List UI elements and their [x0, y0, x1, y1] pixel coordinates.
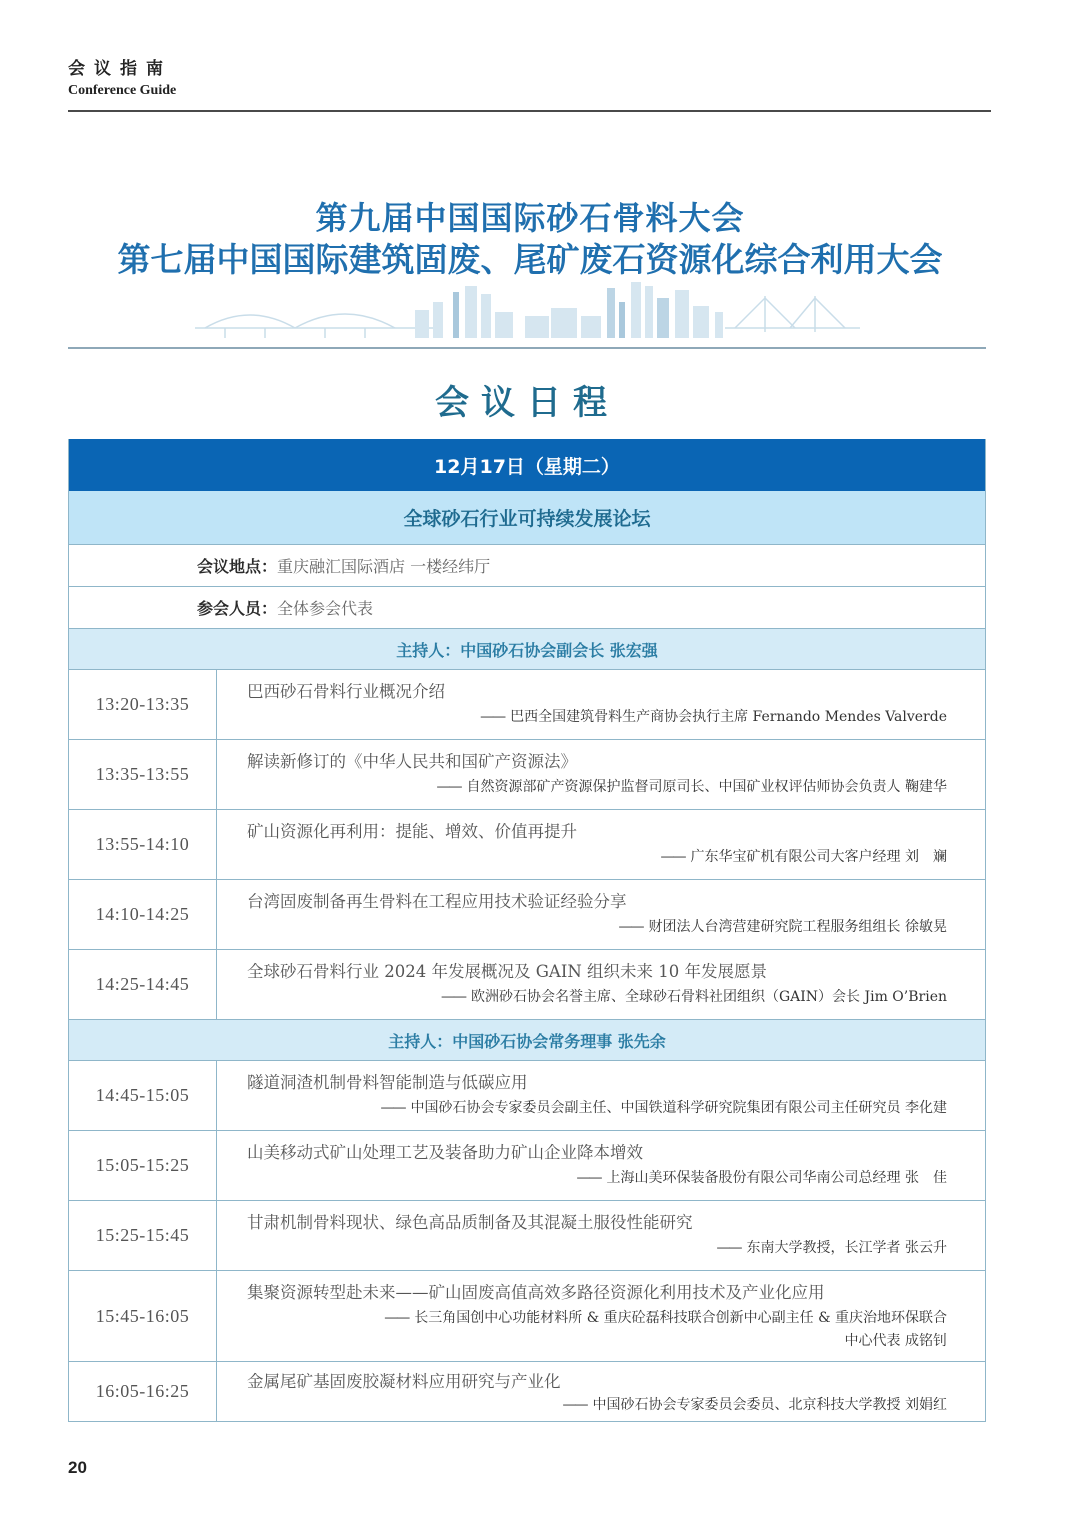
talk-cell	[217, 670, 985, 739]
time-cell: 13:55-14:10	[69, 810, 217, 879]
time-cell: 14:25-14:45	[69, 950, 217, 1019]
table-row	[69, 740, 985, 810]
speaker-text: 自然资源部矿产资源保护监督司原司长、中国矿业权评估师协会负责人 鞠建华	[466, 779, 947, 795]
table-row	[69, 880, 985, 950]
speaker-text: 长三角国创中心功能材料所 & 重庆砼磊科技联合创新中心副主任 & 重庆治地环保联合	[414, 1310, 947, 1326]
schedule-heading: 会议日程	[435, 383, 619, 423]
talk-speaker	[247, 916, 947, 939]
table-row	[69, 1061, 985, 1131]
talk-cell	[217, 1362, 985, 1421]
speaker-dash: ——	[576, 1170, 601, 1186]
schedule-table	[68, 439, 986, 1422]
talk-cell	[217, 1061, 985, 1130]
talk-title: 台湾固废制备再生骨料在工程应用技术验证经验分享	[247, 892, 627, 911]
time-cell: 15:45-16:05	[69, 1271, 217, 1361]
time-cell: 15:25-15:45	[69, 1201, 217, 1270]
title-line-1: 第九届中国国际砂石骨料大会	[315, 199, 745, 237]
talk-title: 金属尾矿基固废胶凝材料应用研究与产业化	[247, 1372, 561, 1391]
section-title-en: Conference Guide	[68, 83, 177, 98]
venue-label: 会议地点：	[197, 557, 278, 576]
speaker-dash: ——	[436, 779, 461, 795]
speaker-dash: ——	[440, 989, 465, 1005]
table-row	[69, 670, 985, 740]
talk-cell	[217, 810, 985, 879]
attendees-label: 参会人员：	[197, 599, 278, 618]
talk-cell	[217, 740, 985, 809]
speaker-text: 上海山美环保装备股份有限公司华南公司总经理 张 佳	[606, 1170, 947, 1186]
talk-speaker	[247, 1307, 947, 1330]
table-row	[69, 1271, 985, 1362]
table-row	[69, 810, 985, 880]
talk-title: 甘肃机制骨料现状、绿色高品质制备及其混凝土服役性能研究	[247, 1213, 693, 1232]
section-title-cn: 会议指南	[68, 59, 172, 79]
speaker-text: 中国砂石协会专家委员会委员、北京科技大学教授 刘娟红	[592, 1397, 947, 1413]
speaker-dash: ——	[380, 1100, 405, 1116]
host-row-2: 主持人：中国砂石协会常务理事 张先余	[69, 1020, 985, 1061]
title-divider	[68, 347, 986, 349]
talk-cell	[217, 880, 985, 949]
talk-title: 巴西砂石骨料行业概况介绍	[247, 682, 445, 701]
talk-speaker	[247, 1167, 947, 1190]
speaker-text: 巴西全国建筑骨料生产商协会执行主席 Fernando Mendes Valverde	[510, 709, 947, 725]
talk-title: 集聚资源转型赴未来——矿山固废高值高效多路径资源化利用技术及产业化应用	[247, 1283, 825, 1302]
city-skyline-illustration	[195, 282, 860, 342]
talk-cell	[217, 1131, 985, 1200]
speaker-text: 财团法人台湾营建研究院工程服务组组长 徐敏晃	[648, 919, 947, 935]
table-row	[69, 1131, 985, 1201]
time-cell: 15:05-15:25	[69, 1131, 217, 1200]
talk-cell	[217, 1201, 985, 1270]
time-cell: 13:35-13:55	[69, 740, 217, 809]
speaker-text: 东南大学教授，长江学者 张云升	[746, 1240, 947, 1256]
talk-speaker	[247, 1394, 947, 1417]
talk-cell	[217, 1271, 985, 1361]
talk-title: 全球砂石骨料行业 2024 年发展概况及 GAIN 组织未来 10 年发展愿景	[247, 962, 768, 981]
title-line-2: 第七届中国国际建筑固废、尾矿废石资源化综合利用大会	[117, 240, 943, 279]
talk-title: 矿山资源化再利用：提能、增效、价值再提升	[247, 822, 577, 841]
talk-speaker	[247, 776, 947, 799]
table-row	[69, 1362, 985, 1422]
date-band: 12月17日（星期二）	[69, 439, 985, 491]
table-row	[69, 1201, 985, 1271]
time-cell: 13:20-13:35	[69, 670, 217, 739]
attendees-value: 全体参会代表	[277, 599, 374, 618]
table-row	[69, 950, 985, 1020]
talk-title: 解读新修订的《中华人民共和国矿产资源法》	[247, 752, 577, 771]
venue-value: 重庆融汇国际酒店 一楼经纬厅	[277, 557, 491, 576]
speaker-dash: ——	[562, 1397, 587, 1413]
talk-title: 山美移动式矿山处理工艺及装备助力矿山企业降本增效	[247, 1143, 643, 1162]
speaker-dash: ——	[480, 709, 505, 725]
speaker-dash: ——	[660, 849, 685, 865]
talk-cell	[217, 950, 985, 1019]
page-number: 20	[68, 1458, 87, 1477]
speaker-text: 中国砂石协会专家委员会副主任、中国铁道科学研究院集团有限公司主任研究员 李化建	[410, 1100, 947, 1116]
talk-speaker	[247, 1237, 947, 1260]
talk-speaker	[247, 986, 947, 1009]
talk-speaker-continued: 中心代表 成铭钊	[844, 1333, 947, 1349]
talk-speaker	[247, 1097, 947, 1120]
time-cell: 14:10-14:25	[69, 880, 217, 949]
talk-title: 隧道洞渣机制骨料智能制造与低碳应用	[247, 1073, 528, 1092]
speaker-dash: ——	[716, 1240, 741, 1256]
speaker-text: 广东华宝矿机有限公司大客户经理 刘 斓	[690, 849, 947, 865]
attendees-row	[69, 587, 985, 629]
forum-band: 全球砂石行业可持续发展论坛	[69, 491, 985, 545]
speaker-text: 欧洲砂石协会名誉主席、全球砂石骨料社团组织（GAIN）会长 Jim O’Brien	[470, 989, 947, 1005]
talk-speaker	[247, 846, 947, 869]
time-cell: 16:05-16:25	[69, 1362, 217, 1421]
header-divider	[68, 110, 991, 112]
conference-title	[60, 196, 1000, 282]
speaker-dash: ——	[618, 919, 643, 935]
talk-speaker	[247, 706, 947, 729]
speaker-dash: ——	[384, 1310, 409, 1326]
host-row-1: 主持人：中国砂石协会副会长 张宏强	[69, 629, 985, 670]
time-cell: 14:45-15:05	[69, 1061, 217, 1130]
running-header	[68, 58, 176, 100]
venue-row	[69, 545, 985, 587]
